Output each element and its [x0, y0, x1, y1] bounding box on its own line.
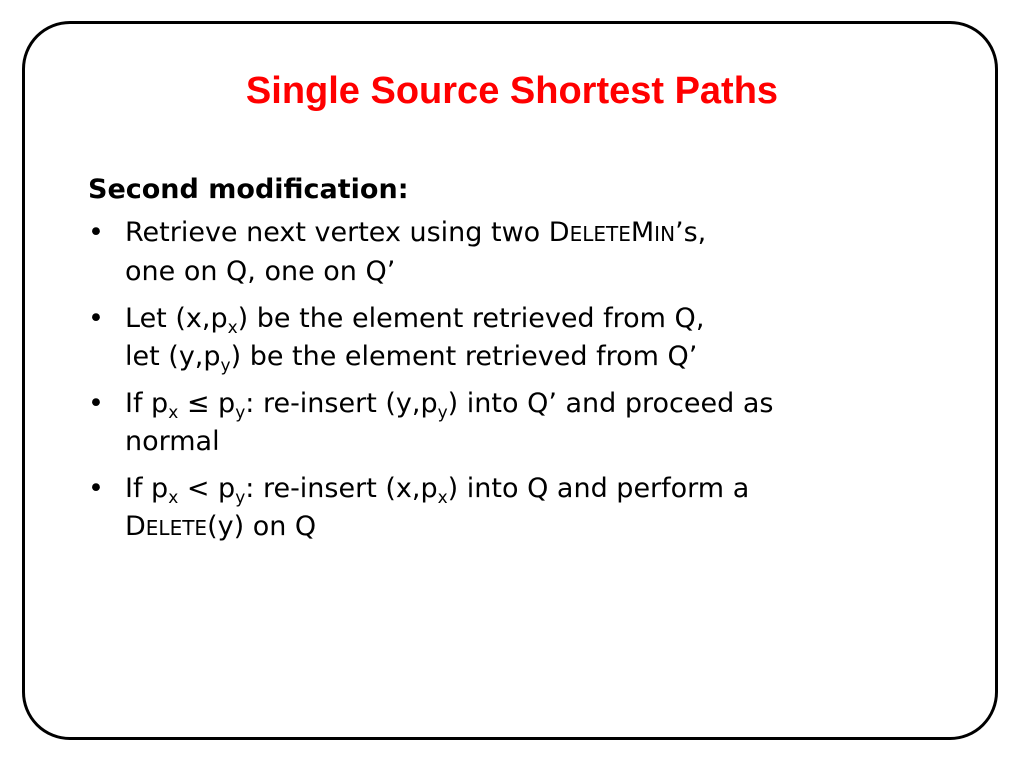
- slide-title: Single Source Shortest Paths: [245, 70, 779, 112]
- bullet-item-2: [88, 300, 888, 376]
- bullet-3-line-1: • If $p_x \le p_y$: re-insert $(y,p_y)$ into Q’ and proceed as: [125, 388, 774, 423]
- bullet-item-3: [88, 385, 888, 461]
- bullet-2-line-2: let $(y,p_y)$ be the element retrieved from Q’: [125, 341, 698, 376]
- subheading: Second modification:: [88, 174, 409, 205]
- bullet-4-line-2: DELETE(y) on Q: [125, 511, 317, 542]
- bullet-item-4: [88, 470, 888, 547]
- bullet-item-1: [88, 214, 888, 291]
- bullet-4-line-1: • If $p_x < p_y$: re-insert $(x,p_x)$ into Q and perform a: [125, 473, 750, 508]
- bullet-1-line-1: • Retrieve next vertex using two DELETEMIN’s,: [125, 217, 707, 248]
- bullet-2-line-1: • Let $(x,p_x)$ be the element retrieved from Q,: [125, 303, 705, 338]
- slide-content: [88, 170, 888, 556]
- bullet-3-line-2: normal: [125, 426, 220, 457]
- bullet-list: [88, 214, 888, 547]
- bullet-1-line-2: one on Q, one on Q’: [125, 256, 396, 287]
